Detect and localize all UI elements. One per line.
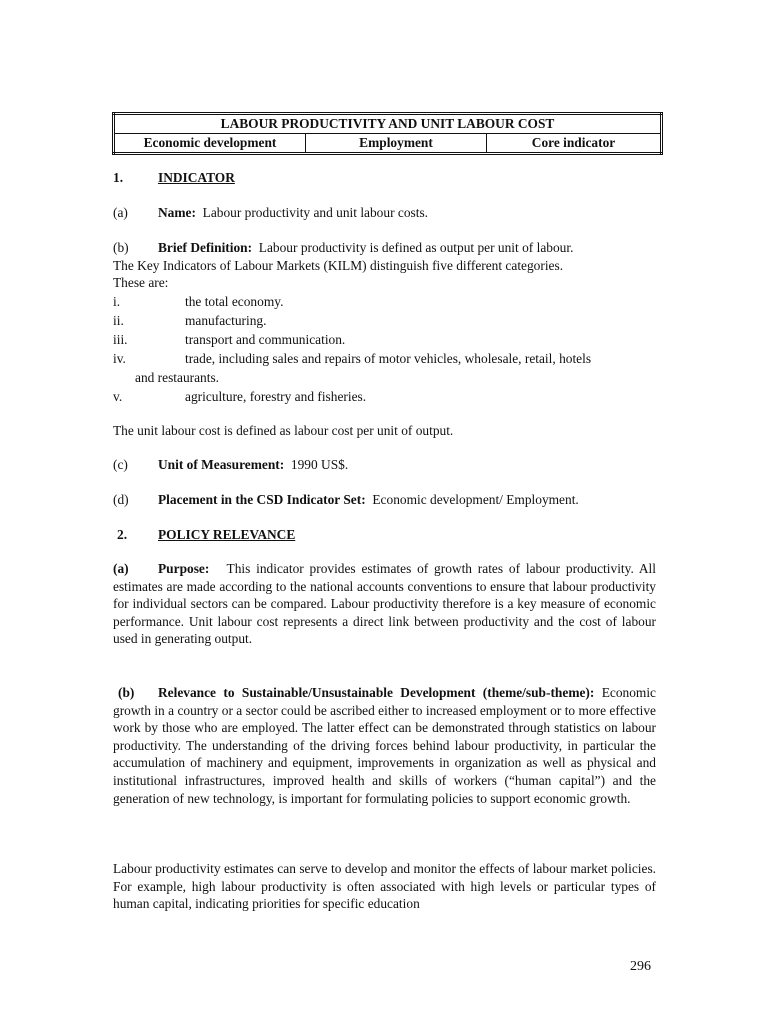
item-text: Economic development/ Employment.	[372, 492, 579, 507]
definition-line: These are:	[113, 275, 169, 291]
item-text: This indicator provides estimates of growth rates of labour productivity. All estimates are made according to the national accounts conventions to ensure that labour productivity for individual sectors can be compared. Labour productivity therefore is a key measure of economic performance. Unit labour cost represents a direct link between productivity and the cost of labour used in generating output.	[113, 561, 656, 647]
item-key: Placement in the CSD Indicator Set:	[158, 492, 366, 507]
unit-cost-definition: The unit labour cost is defined as labour cost per unit of output.	[113, 423, 454, 438]
item-key: Purpose:	[158, 561, 210, 576]
item-brief-definition	[113, 239, 656, 292]
page-number: 296	[630, 959, 651, 974]
item-name	[113, 204, 656, 222]
document-page	[113, 112, 656, 912]
indicator-type-cell: Core indicator	[487, 134, 662, 154]
item-label: (a)	[113, 205, 128, 220]
list-number: iv.	[113, 351, 126, 366]
section-title: POLICY RELEVANCE	[158, 527, 296, 542]
list-item-continuation: and restaurants.	[135, 370, 220, 385]
item-text: Labour productivity is defined as output per unit of labour.	[258, 240, 574, 255]
list-text: the total economy.	[185, 294, 284, 309]
section-heading-policy-relevance	[113, 526, 656, 544]
relevance-paragraph	[113, 684, 656, 807]
item-label: (c)	[113, 457, 128, 472]
item-key: Unit of Measurement:	[158, 457, 285, 472]
list-text: manufacturing.	[185, 313, 267, 328]
item-unit-of-measurement	[113, 456, 656, 474]
final-paragraph: Labour productivity estimates can serve to develop and monitor the effects of labour market policies. For example, high labour productivity is often associated with high levels or particular types of human capital, indicating priorities for specific education	[113, 861, 656, 912]
item-placement	[113, 491, 656, 509]
item-label: (b)	[113, 240, 129, 255]
list-text: transport and communication.	[185, 332, 346, 347]
item-key: Name:	[158, 205, 196, 220]
list-number: iii.	[113, 332, 128, 347]
category-list	[113, 293, 656, 407]
item-label: (d)	[113, 492, 129, 507]
item-key: Brief Definition:	[158, 240, 253, 255]
item-text: Economic growth in a country or a sector could be ascribed either to increased employment or to more effective work by those who are employed. The latter effect can be demonstrated through statistics on labour productivity. The understanding of the driving forces behind labour productivity, in particular the accumulation of machinery and equipment, improvements in organization as well as physical and institutional infrastructures, improved health and skills of workers (“human capital”) and the generation of new technology, is important for formulating policies to support economic growth.	[113, 685, 656, 806]
list-item	[113, 350, 656, 369]
list-item	[113, 331, 656, 350]
section-heading-indicator	[113, 169, 656, 187]
list-text: agriculture, forestry and fisheries.	[185, 389, 367, 404]
item-text: Labour productivity and unit labour costs.	[202, 205, 429, 220]
section-number: 1.	[113, 170, 124, 185]
item-label: (a)	[113, 561, 129, 576]
list-item	[113, 312, 656, 331]
subtheme-cell: Employment	[306, 134, 487, 154]
list-text: trade, including sales and repairs of motor vehicles, wholesale, retail, hotels	[185, 351, 592, 366]
item-key: Relevance to Sustainable/Unsustainable Development (theme/sub-theme):	[158, 685, 595, 700]
list-number: v.	[113, 389, 123, 404]
list-item	[113, 388, 656, 407]
theme-cell: Economic development	[114, 134, 306, 154]
list-number: ii.	[113, 313, 124, 328]
indicator-title: LABOUR PRODUCTIVITY AND UNIT LABOUR COST	[114, 114, 662, 134]
item-label: (b)	[118, 685, 135, 700]
section-title: INDICATOR	[158, 170, 235, 185]
purpose-paragraph	[113, 560, 656, 648]
definition-line: The Key Indicators of Labour Markets (KILM) distinguish five different categories.	[113, 257, 564, 273]
section-number: 2.	[117, 527, 128, 542]
item-text: 1990 US$.	[290, 457, 349, 472]
indicator-header-table	[112, 112, 663, 155]
list-number: i.	[113, 294, 121, 309]
list-item	[113, 293, 656, 312]
